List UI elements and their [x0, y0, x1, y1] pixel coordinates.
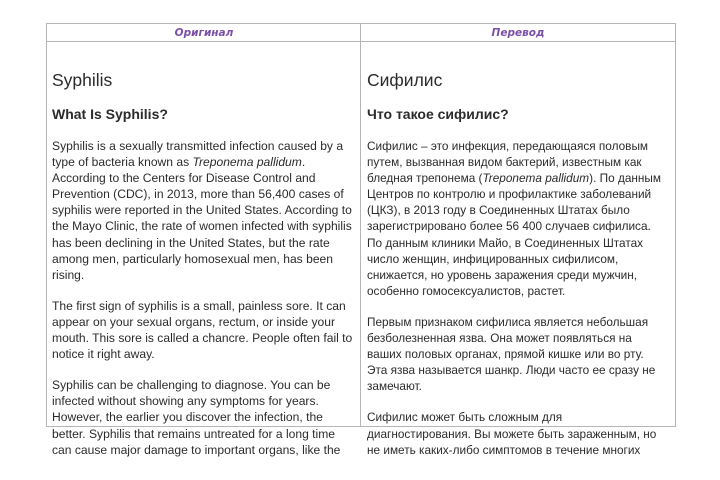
original-column	[52, 42, 355, 457]
translation-paragraph-3: Сифилис может быть сложным для диагностирования. Вы можете быть зараженным, но не иметь каких-либо симптомов в течение многих	[367, 410, 657, 457]
column-divider	[360, 24, 361, 426]
original-paragraph-1	[52, 138, 355, 283]
translation-p1-species: Treponema pallidum	[482, 171, 590, 186]
translation-subtitle: Что такое сифилис?	[367, 106, 509, 122]
translation-paragraph-2: Первым признаком сифилиса является небольшая безболезненная язва. Она может появляться на ваших половых органах, прямой кишке или во рту. Эта язва называется шанкр. Люди часто ее сразу не замечают.	[367, 314, 656, 394]
original-title: Syphilis	[52, 70, 113, 90]
original-subtitle: What Is Syphilis?	[52, 106, 168, 122]
header-translation: Перевод	[361, 24, 675, 42]
original-p1-text-a: Syphilis is a sexually transmitted infection caused by a type of bacteria known as	[52, 139, 344, 170]
translation-column	[367, 42, 667, 457]
translation-title: Сифилис	[367, 70, 443, 90]
original-p1-species: Treponema pallidum	[192, 155, 302, 170]
translation-p1-text-a: Сифилис – это инфекция, передающаяся половым путем, вызванная видом бактерий, известным как бледная трепонема (	[367, 139, 649, 186]
original-paragraph-3: Syphilis can be challenging to diagnose. You can be infected without showing any symptoms for years. However, the earlier you discover the infection, the better. Syphilis that remains untreated for a long time can cause major damage to important organs, like the	[52, 378, 341, 457]
translation-paragraph-1	[367, 138, 667, 299]
translation-body	[367, 138, 667, 473]
translation-p1-text-b: ). По данным Центров по контролю и профилактике заболеваний (ЦКЗ), в 2013 году в Соединенных Штатах было зарегистрировано более 56 400 случаев сифилиса. По данным клиники Майо, в Соединенных Штатах число женщин, инфицированных сифилисом, снижается, но уровень заражения среди мужчин, особенно гомосексуалистов, растет.	[367, 171, 662, 298]
header-original: Оригинал	[47, 24, 361, 42]
original-paragraph-2: The first sign of syphilis is a small, painless sore. It can appear on your sexual organs, rectum, or inside your mouth. This sore is called a chancre. People often fail to notice it right away.	[52, 298, 353, 362]
original-body	[52, 138, 355, 473]
original-p1-text-b: . According to the Centers for Disease Control and Prevention (CDC), in 2013, more than 56,400 cases of syphilis were reported in the United States. According to the Mayo Clinic, the rate of women infected with syphilis has been declining in the United States, but the rate among men, particularly homosexual men, has been rising.	[52, 155, 352, 282]
comparison-table	[46, 23, 676, 457]
